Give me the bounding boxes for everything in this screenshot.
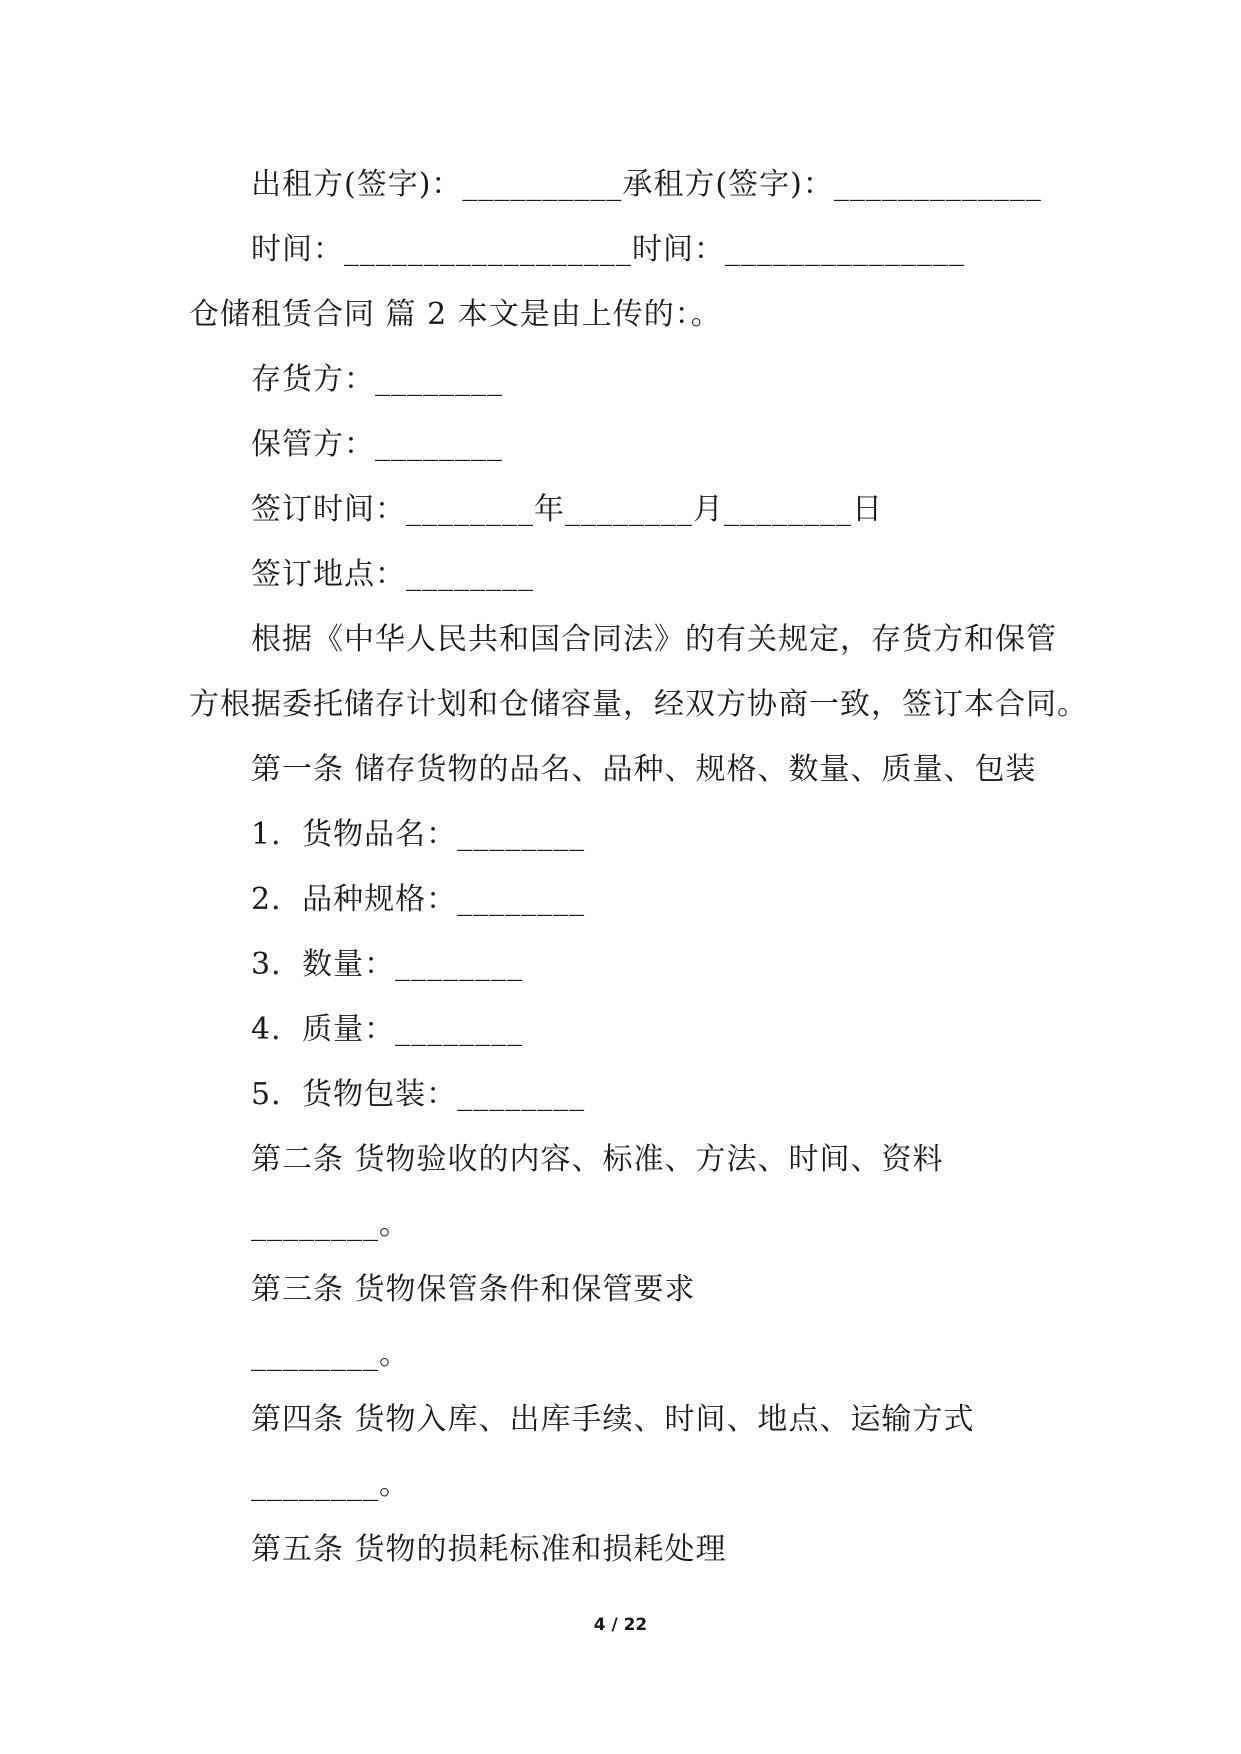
article-1-item-5: 5．货物包装：________ [251, 1077, 586, 1112]
page-number: 4 / 22 [593, 1615, 648, 1635]
signing-date-field: 签订时间：________年________月________日 [251, 492, 883, 527]
section-title: 仓储租赁合同 篇 2 本文是由上传的：。 [189, 297, 722, 332]
signature-date-line: 时间：__________________时间：_______________ [251, 232, 965, 267]
article-2-blank: ________。 [251, 1207, 410, 1242]
article-1-item-2: 2．品种规格：________ [251, 882, 586, 917]
article-1-heading: 第一条 储存货物的品名、品种、规格、数量、质量、包装 [251, 752, 1037, 787]
article-2-heading: 第二条 货物验收的内容、标准、方法、时间、资料 [251, 1142, 944, 1177]
article-1-item-3: 3．数量：________ [251, 947, 524, 982]
article-3-blank: ________。 [251, 1337, 410, 1372]
article-1-item-1: 1．货物品名：________ [251, 817, 586, 852]
article-1-item-4: 4．质量：________ [251, 1012, 524, 1047]
signature-line-lessor-lessee: 出租方(签字)：__________承租方(签字)：_____________ [251, 167, 1042, 202]
preamble-paragraph-line-2: 方根据委托储存计划和仓储容量，经双方协商一致，签订本合同。 [189, 687, 1088, 722]
custodian-field: 保管方：________ [251, 427, 503, 462]
article-5-heading: 第五条 货物的损耗标准和损耗处理 [251, 1532, 727, 1567]
article-4-heading: 第四条 货物入库、出库手续、时间、地点、运输方式 [251, 1402, 975, 1437]
article-3-heading: 第三条 货物保管条件和保管要求 [251, 1272, 696, 1307]
signing-place-field: 签订地点：________ [251, 557, 534, 592]
preamble-paragraph-line-1: 根据《中华人民共和国合同法》的有关规定，存货方和保管 [251, 622, 1057, 657]
article-4-blank: ________。 [251, 1467, 410, 1502]
depositor-field: 存货方：________ [251, 362, 503, 397]
